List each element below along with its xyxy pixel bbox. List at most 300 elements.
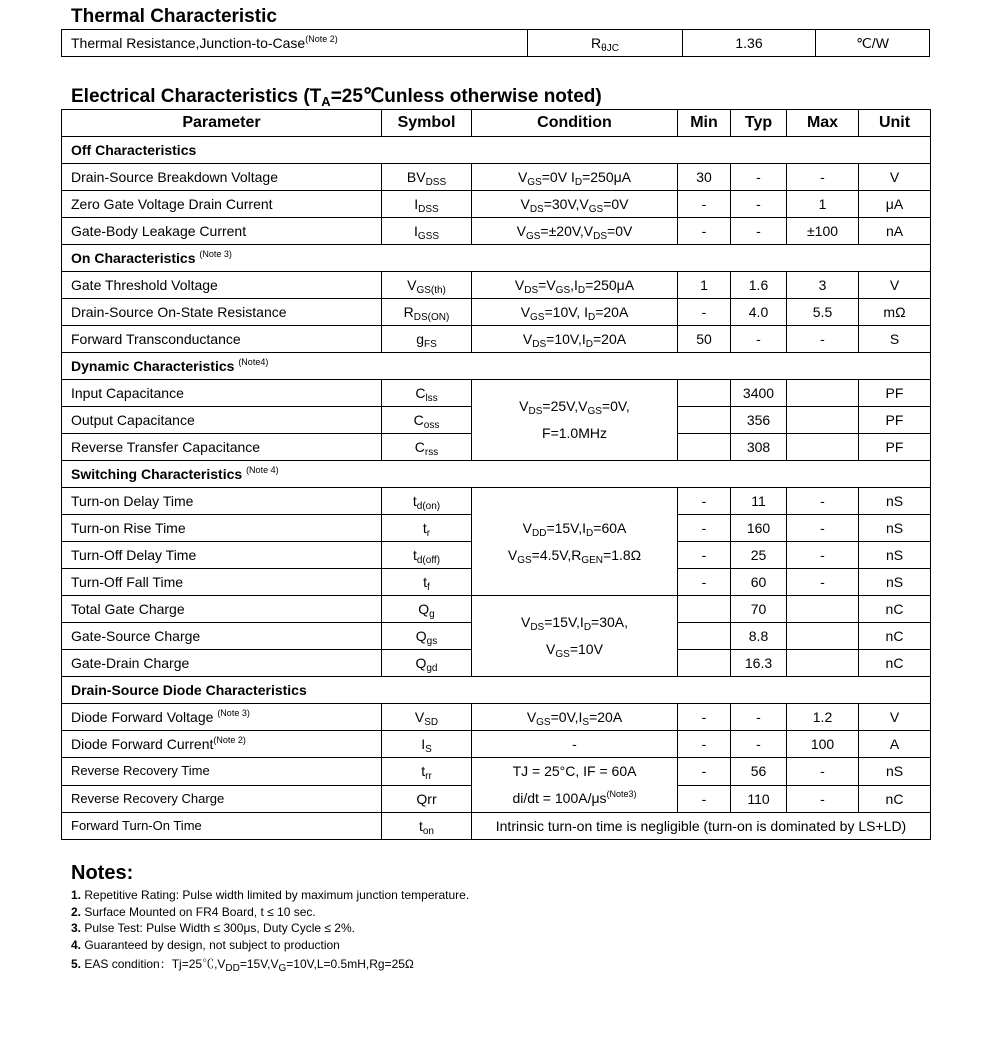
symbol <box>382 218 472 245</box>
unit: nS <box>859 488 931 515</box>
note-num: 2. <box>71 904 82 919</box>
parameter: Gate-Drain Charge <box>62 650 382 677</box>
typ: 56 <box>731 758 787 786</box>
min <box>678 434 731 461</box>
c: =10V <box>569 641 603 657</box>
max: - <box>787 785 859 813</box>
symbol-text: t <box>422 520 427 536</box>
unit: PF <box>859 380 931 407</box>
symbol <box>382 515 472 542</box>
unit: nC <box>859 623 931 650</box>
table-row <box>62 299 931 326</box>
c: V <box>546 641 556 657</box>
c: =4.5V,R <box>531 546 582 563</box>
typ: - <box>731 731 787 758</box>
table-row <box>62 596 931 623</box>
symbol-sub: rr <box>425 771 432 783</box>
symbol-text: I <box>413 223 418 239</box>
c: S <box>582 717 590 728</box>
note-ref: (Note 3) <box>199 249 232 259</box>
min: - <box>678 299 731 326</box>
note-num: 4. <box>71 937 82 952</box>
typ: 356 <box>731 407 787 434</box>
max <box>787 407 859 434</box>
condition <box>472 164 678 191</box>
parameter: Forward Transconductance <box>62 326 382 353</box>
section-row <box>62 677 931 704</box>
header-min: Min <box>678 110 731 137</box>
symbol <box>382 596 472 623</box>
c: D <box>586 527 594 539</box>
symbol: Qrr <box>382 785 472 813</box>
c: V <box>520 196 530 212</box>
c: GS <box>555 649 570 660</box>
note-num: 1. <box>71 888 82 902</box>
symbol-text: t <box>412 493 417 509</box>
symbol-text: R <box>403 304 414 320</box>
symbol <box>382 299 472 326</box>
thermal-symbol <box>528 30 683 57</box>
min: - <box>678 569 731 596</box>
thermal-value: 1.36 <box>683 30 816 57</box>
note-ref: (Note3) <box>606 789 637 799</box>
symbol-sub: gd <box>426 663 438 674</box>
section-diode: Drain-Source Diode Characteristics <box>62 677 931 704</box>
thermal-parameter <box>62 30 528 57</box>
c: V <box>526 709 537 725</box>
unit: nS <box>859 758 931 786</box>
table-row <box>62 218 931 245</box>
note-ref: (Note4) <box>238 357 269 367</box>
notes-list <box>71 887 469 973</box>
section-off: Off Characteristics <box>62 137 931 164</box>
electrical-table <box>61 109 931 840</box>
section-row <box>62 461 931 488</box>
typ: 4.0 <box>731 299 787 326</box>
max: 5.5 <box>787 299 859 326</box>
min: - <box>678 515 731 542</box>
typ: 1.6 <box>731 272 787 299</box>
c: DD <box>531 527 547 539</box>
table-row <box>62 380 931 407</box>
unit: nC <box>859 785 931 813</box>
symbol-sub: DSS <box>418 204 439 215</box>
unit: V <box>859 704 931 731</box>
table-row <box>62 164 931 191</box>
c: =0V <box>603 196 629 212</box>
symbol-sub: θJC <box>601 43 619 54</box>
parameter-text: Diode Forward Current <box>71 736 214 752</box>
symbol-text: Q <box>415 628 427 644</box>
unit: nS <box>859 542 931 569</box>
section-dynamic <box>62 353 931 380</box>
max: 1.2 <box>787 704 859 731</box>
symbol <box>382 434 472 461</box>
header-symbol: Symbol <box>382 110 472 137</box>
symbol-text: R <box>591 35 602 51</box>
c: D <box>583 622 592 633</box>
note-text: Guaranteed by design, not subject to production <box>81 937 340 952</box>
symbol-text: g <box>416 331 424 347</box>
symbol-sub: DSS <box>425 177 447 188</box>
condition-switching <box>472 488 678 596</box>
c: D <box>587 312 596 323</box>
max: 1 <box>787 191 859 218</box>
unit: nA <box>859 218 931 245</box>
unit: nS <box>859 569 931 596</box>
c: =250μA <box>585 277 635 293</box>
c: GS <box>517 554 532 566</box>
symbol-sub: d(on) <box>416 501 441 512</box>
c: =1.8Ω <box>603 546 642 563</box>
condition-ton: Intrinsic turn-on time is negligible (turn-on is dominated by LS+LD) <box>472 813 931 840</box>
typ: - <box>731 704 787 731</box>
symbol-sub: g <box>429 609 435 620</box>
table-row <box>62 272 931 299</box>
parameter <box>62 731 382 758</box>
symbol <box>382 650 472 677</box>
c: =250μA <box>582 169 632 185</box>
parameter: Gate Threshold Voltage <box>62 272 382 299</box>
symbol-text: t <box>423 574 428 590</box>
table-row <box>62 758 931 786</box>
section-label: On Characteristics <box>71 250 196 266</box>
c: =15V,I <box>544 614 584 630</box>
symbol <box>382 326 472 353</box>
note-text: Repetitive Rating: Pulse width limited by maximum junction temperature. <box>81 888 470 902</box>
note-item <box>71 956 469 973</box>
symbol <box>382 704 472 731</box>
max <box>787 434 859 461</box>
c: =0V,I <box>550 709 583 725</box>
c: =15V,I <box>546 519 587 536</box>
parameter: Gate-Body Leakage Current <box>62 218 382 245</box>
typ: 11 <box>731 488 787 515</box>
c: D <box>577 285 586 296</box>
symbol-sub: oss <box>423 420 440 431</box>
c: GS <box>587 406 602 417</box>
unit: mΩ <box>859 299 931 326</box>
note-text: Pulse Test: Pulse Width ≤ 300μs, Duty Cycle ≤ 2%. <box>81 921 355 935</box>
c: =10V,I <box>546 331 586 347</box>
symbol <box>382 164 472 191</box>
note-ref: (Note 2) <box>305 34 338 44</box>
symbol-text: Q <box>418 601 430 617</box>
max: - <box>787 326 859 353</box>
note-text: =10V,L=0.5mH,Rg=25Ω <box>286 957 414 971</box>
symbol <box>382 569 472 596</box>
symbol-text: Q <box>415 655 427 671</box>
c: =0V, <box>601 398 630 414</box>
title-sub: A <box>321 94 331 109</box>
typ: 308 <box>731 434 787 461</box>
c: GS <box>530 312 545 323</box>
c: GS <box>527 177 542 188</box>
max: 3 <box>787 272 859 299</box>
c: V <box>520 304 531 320</box>
note-item <box>71 937 469 954</box>
header-unit: Unit <box>859 110 931 137</box>
c: =0V <box>607 223 633 239</box>
symbol <box>382 731 472 758</box>
max: 100 <box>787 731 859 758</box>
max: - <box>787 515 859 542</box>
min <box>678 650 731 677</box>
c: D <box>585 339 593 350</box>
c: DS <box>528 406 543 417</box>
condition-recovery <box>472 758 678 813</box>
symbol <box>382 758 472 786</box>
table-row <box>62 813 931 840</box>
c: V <box>522 519 532 536</box>
typ: 3400 <box>731 380 787 407</box>
c: GS <box>588 204 604 215</box>
symbol-sub: S <box>425 744 432 755</box>
c: =30A, <box>591 614 629 630</box>
unit: nS <box>859 515 931 542</box>
note-ref: (Note 3) <box>217 708 250 718</box>
c: =30V,V <box>543 196 589 212</box>
min <box>678 596 731 623</box>
c: DS <box>524 285 539 296</box>
typ: 160 <box>731 515 787 542</box>
unit: nC <box>859 650 931 677</box>
parameter: Reverse Recovery Time <box>62 758 382 786</box>
condition <box>472 299 678 326</box>
c: =20A <box>595 304 629 320</box>
parameter: Gate-Source Charge <box>62 623 382 650</box>
note-item <box>71 887 469 904</box>
c: GS <box>525 231 541 242</box>
symbol <box>382 542 472 569</box>
unit: nC <box>859 596 931 623</box>
max: - <box>787 758 859 786</box>
note-sub: DD <box>225 963 240 974</box>
parameter-text: Diode Forward Voltage <box>71 709 218 725</box>
header-row <box>62 110 931 137</box>
section-switching <box>62 461 931 488</box>
c: D <box>574 177 583 188</box>
symbol-text: I <box>414 196 419 212</box>
symbol-text: t <box>412 547 417 563</box>
parameter-text: Thermal Resistance,Junction-to-Case <box>71 35 306 51</box>
min: - <box>678 191 731 218</box>
c: DS <box>532 339 547 350</box>
unit: μA <box>859 191 931 218</box>
note-item <box>71 920 469 937</box>
parameter: Reverse Recovery Charge <box>62 785 382 813</box>
typ: 16.3 <box>731 650 787 677</box>
condition-charge <box>472 596 678 677</box>
max <box>787 623 859 650</box>
typ: - <box>731 218 787 245</box>
thermal-title: Thermal Characteristic <box>71 6 277 27</box>
condition: - <box>472 731 678 758</box>
unit: S <box>859 326 931 353</box>
unit: A <box>859 731 931 758</box>
symbol-text: BV <box>406 169 426 185</box>
electrical-title <box>71 86 602 108</box>
condition <box>472 704 678 731</box>
parameter: Turn-on Rise Time <box>62 515 382 542</box>
c: V <box>522 331 533 347</box>
symbol-sub: GS(th) <box>416 285 446 296</box>
symbol-sub: DS(ON) <box>413 312 450 323</box>
section-label: Dynamic Characteristics <box>71 358 235 374</box>
table-row <box>62 326 931 353</box>
c: =±20V,V <box>540 223 594 239</box>
typ: 8.8 <box>731 623 787 650</box>
symbol <box>382 407 472 434</box>
c: GEN <box>581 554 604 566</box>
min: - <box>678 731 731 758</box>
header-condition: Condition <box>472 110 678 137</box>
symbol-sub: d(off) <box>416 555 441 566</box>
typ: - <box>731 326 787 353</box>
table-row <box>62 731 931 758</box>
note-ref: (Note 2) <box>213 735 246 745</box>
symbol <box>382 380 472 407</box>
thermal-table <box>61 29 930 57</box>
note-text: EAS condition：Tj=25℃,V <box>81 957 226 971</box>
condition-line <box>472 636 677 663</box>
min: - <box>678 218 731 245</box>
symbol <box>382 191 472 218</box>
symbol-text: t <box>418 818 423 834</box>
symbol-sub: on <box>422 826 434 837</box>
parameter: Turn-Off Fall Time <box>62 569 382 596</box>
symbol <box>382 623 472 650</box>
min: 50 <box>678 326 731 353</box>
symbol-text: V <box>407 277 417 293</box>
typ: - <box>731 191 787 218</box>
note-num: 5. <box>71 957 82 971</box>
max <box>787 650 859 677</box>
c: =60A <box>593 519 627 536</box>
c: DS <box>529 204 544 215</box>
min <box>678 407 731 434</box>
section-label: Switching Characteristics <box>71 466 243 482</box>
section-row <box>62 245 931 272</box>
header-parameter: Parameter <box>62 110 382 137</box>
c: =V <box>538 277 556 293</box>
min: - <box>678 542 731 569</box>
min <box>678 380 731 407</box>
c: GS <box>536 717 551 728</box>
section-on <box>62 245 931 272</box>
c: =20A <box>589 709 623 725</box>
condition <box>472 326 678 353</box>
min: 1 <box>678 272 731 299</box>
symbol-text: V <box>414 709 425 725</box>
parameter: Total Gate Charge <box>62 596 382 623</box>
condition-line <box>472 609 677 636</box>
parameter: Reverse Transfer Capacitance <box>62 434 382 461</box>
section-row <box>62 137 931 164</box>
c: =25V,V <box>542 398 588 414</box>
c: GS <box>555 285 571 296</box>
unit: PF <box>859 434 931 461</box>
typ: 25 <box>731 542 787 569</box>
max <box>787 380 859 407</box>
c: DS <box>530 622 545 633</box>
header-max: Max <box>787 110 859 137</box>
symbol <box>382 488 472 515</box>
unit: V <box>859 164 931 191</box>
symbol-sub: FS <box>424 339 437 350</box>
note-item <box>71 904 469 921</box>
min <box>678 623 731 650</box>
max <box>787 596 859 623</box>
symbol-text: t <box>421 763 426 780</box>
min: - <box>678 488 731 515</box>
max: - <box>787 164 859 191</box>
symbol-sub: gs <box>426 636 438 647</box>
note-text: =15V,V <box>239 957 279 971</box>
typ: 70 <box>731 596 787 623</box>
symbol-sub: GSS <box>417 231 439 242</box>
parameter <box>62 704 382 731</box>
c: V <box>514 277 525 293</box>
condition-line <box>472 785 677 812</box>
symbol-sub: r <box>426 528 431 539</box>
parameter: Turn-on Delay Time <box>62 488 382 515</box>
section-row <box>62 353 931 380</box>
symbol-text: C <box>413 412 424 428</box>
table-row <box>62 30 930 57</box>
unit: PF <box>859 407 931 434</box>
min: - <box>678 758 731 786</box>
parameter: Turn-Off Delay Time <box>62 542 382 569</box>
typ: 110 <box>731 785 787 813</box>
table-row <box>62 704 931 731</box>
min: 30 <box>678 164 731 191</box>
note-num: 3. <box>71 921 82 935</box>
c: V <box>516 223 526 239</box>
condition-line <box>472 542 677 569</box>
symbol <box>382 272 472 299</box>
notes-title: Notes: <box>71 862 134 884</box>
table-row <box>62 488 931 515</box>
symbol <box>382 813 472 840</box>
c: di/dt = 100A/μs <box>512 790 607 806</box>
symbol-text: C <box>415 385 426 401</box>
symbol-sub: SD <box>424 717 439 728</box>
symbol-text: I <box>421 736 426 752</box>
c: V <box>517 169 528 185</box>
parameter: Drain-Source On-State Resistance <box>62 299 382 326</box>
header-typ: Typ <box>731 110 787 137</box>
condition-line <box>472 515 677 542</box>
symbol-sub: f <box>427 582 430 593</box>
condition <box>472 191 678 218</box>
max: - <box>787 488 859 515</box>
table-row <box>62 191 931 218</box>
note-sub: G <box>278 963 287 974</box>
condition-line: TJ = 25°C, IF = 60A <box>512 763 637 779</box>
c: V <box>519 398 529 414</box>
min: - <box>678 785 731 813</box>
condition-line <box>472 393 677 420</box>
parameter: Forward Turn-On Time <box>62 813 382 840</box>
c: V <box>507 546 518 563</box>
c: DS <box>593 231 608 242</box>
parameter: Drain-Source Breakdown Voltage <box>62 164 382 191</box>
parameter: Input Capacitance <box>62 380 382 407</box>
condition <box>472 218 678 245</box>
symbol-sub: rss <box>424 447 439 458</box>
condition <box>472 272 678 299</box>
